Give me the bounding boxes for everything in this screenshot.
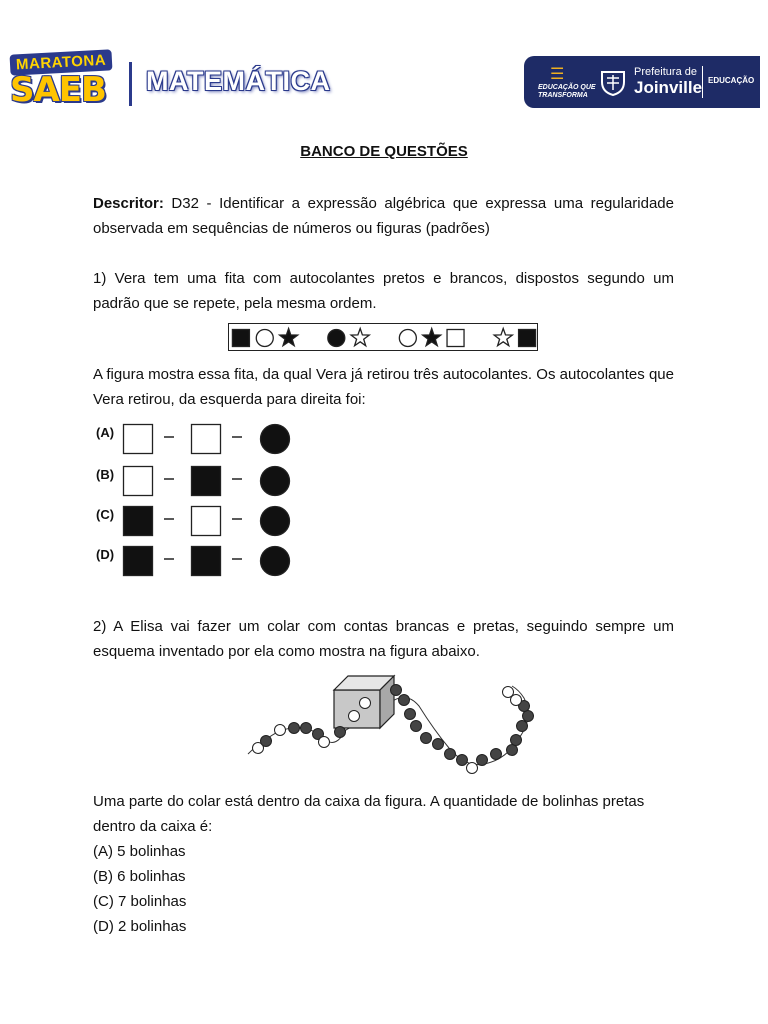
q2-text: Uma parte do colar está dentro da caixa da figura. A quantidade de bolinhas pretas dentro da caixa é: — [93, 793, 645, 835]
book-icon: ☰ — [550, 66, 565, 83]
q1-option-figure — [120, 423, 300, 457]
white-star-icon — [351, 329, 369, 346]
q2-option[interactable]: (C) 7 bolinhas — [93, 893, 187, 910]
white-star-icon — [494, 329, 512, 346]
q2-option[interactable]: (B) 6 bolinhas — [93, 868, 186, 885]
page-title — [0, 143, 768, 160]
q1-option[interactable] — [94, 545, 304, 579]
city-crest-icon — [598, 66, 628, 96]
black-bead — [477, 755, 488, 766]
header-divider — [129, 62, 132, 106]
descriptor-paragraph — [93, 191, 674, 241]
white-circle-icon — [256, 330, 273, 347]
logo-maratona-text: MARATONA — [10, 49, 113, 75]
black-square-icon — [232, 330, 249, 347]
q1-option[interactable] — [94, 465, 304, 499]
sticker-tape-svg — [229, 324, 539, 352]
q1-option-label: (C) — [96, 507, 115, 522]
white-square-icon — [447, 330, 464, 347]
black-star-icon — [280, 329, 298, 346]
department-label: EDUCAÇÃO — [708, 76, 755, 85]
black-bead — [421, 733, 432, 744]
black-bead — [523, 711, 534, 722]
black-bead — [433, 739, 444, 750]
white-bead — [349, 711, 360, 722]
black-square-icon — [124, 547, 153, 576]
banner-divider — [702, 66, 703, 98]
black-bead — [399, 695, 410, 706]
prefeitura-banner — [524, 56, 760, 108]
descriptor-text: D32 - Identificar a expressão algébrica que expressa uma regularidade observada em sequências de números ou figuras (padrões) — [93, 195, 674, 237]
black-bead — [445, 749, 456, 760]
white-bead — [319, 737, 330, 748]
white-bead — [360, 698, 371, 709]
q1-option-label: (A) — [96, 425, 115, 440]
black-bead — [405, 709, 416, 720]
page-title-text: BANCO DE QUESTÕES — [300, 143, 468, 160]
black-square-icon — [519, 330, 536, 347]
q1-text: A figura mostra essa fita, da qual Vera já retirou três autocolantes. Os autocolantes que Vera retirou, da esquerda para direita foi: — [93, 366, 674, 408]
white-square-icon — [192, 507, 221, 536]
logo-saeb-text: SAEB — [10, 70, 106, 110]
black-bead — [491, 749, 502, 760]
black-bead — [261, 736, 272, 747]
white-bead — [503, 687, 514, 698]
black-bead — [335, 727, 346, 738]
black-circle-icon — [328, 330, 345, 347]
black-bead — [457, 755, 468, 766]
descriptor-label: Descritor: — [93, 195, 164, 212]
white-square-icon — [192, 425, 221, 454]
q1-option-figure — [120, 505, 300, 539]
black-bead — [301, 723, 312, 734]
white-bead — [467, 763, 478, 774]
black-circle-icon — [261, 547, 290, 576]
prefeitura-label: Prefeitura de — [634, 66, 697, 78]
necklace-figure — [244, 668, 554, 780]
black-circle-icon — [261, 425, 290, 454]
black-bead — [507, 745, 518, 756]
black-bead — [391, 685, 402, 696]
city-name: Joinville — [634, 78, 703, 97]
edu-slogan-line2: TRANSFORMA — [538, 92, 588, 99]
black-square-icon — [192, 547, 221, 576]
sticker-tape-figure — [228, 323, 538, 351]
q2-option[interactable]: (A) 5 bolinhas — [93, 843, 186, 860]
black-bead — [511, 735, 522, 746]
black-square-icon — [124, 507, 153, 536]
white-square-icon — [124, 467, 153, 496]
q2-option[interactable]: (D) 2 bolinhas — [93, 918, 187, 935]
black-square-icon — [192, 467, 221, 496]
q1-option[interactable] — [94, 423, 304, 457]
white-square-icon — [124, 425, 153, 454]
black-bead — [517, 721, 528, 732]
subject-title: MATEMÁTICA — [146, 66, 331, 96]
black-circle-icon — [261, 507, 290, 536]
q1-option-label: (B) — [96, 467, 115, 482]
black-star-icon — [423, 329, 441, 346]
black-bead — [411, 721, 422, 732]
q1-option-label: (D) — [96, 547, 115, 562]
q1-option[interactable] — [94, 505, 304, 539]
edu-slogan-line1: EDUCAÇÃO QUE — [538, 84, 596, 91]
white-bead — [275, 725, 286, 736]
q1-option-figure — [120, 545, 300, 579]
q1-option-figure — [120, 465, 300, 499]
edu-slogan — [538, 84, 596, 100]
q2-statement: 2) A Elisa vai fazer um colar com contas brancas e pretas, seguindo sempre um esquema inventado por ela como mostra na figura abaixo. — [93, 618, 674, 660]
q1-statement: 1) Vera tem uma fita com autocolantes pretos e brancos, dispostos segundo um padrão que se repete, pela mesma ordem. — [93, 270, 674, 312]
white-circle-icon — [399, 330, 416, 347]
black-circle-icon — [261, 467, 290, 496]
black-bead — [289, 723, 300, 734]
